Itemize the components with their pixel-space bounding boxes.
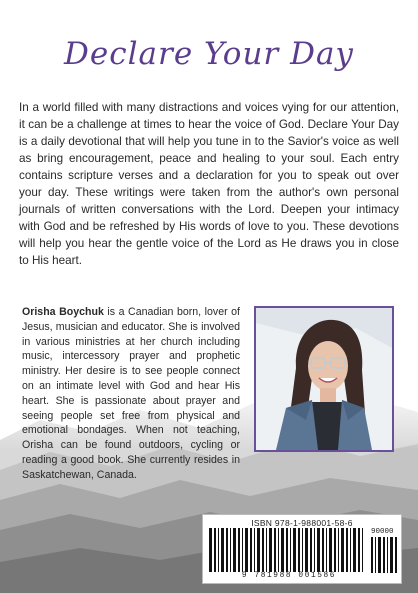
barcode-number: 9 781988 001586 (241, 572, 337, 580)
author-photo (254, 306, 394, 452)
barcode-bar (310, 528, 312, 572)
barcode-bar (353, 528, 356, 572)
book-description: In a world filled with many distractions and voices vying for our attention, it can be a challenge at times to hear the voice of God. Declare Your Day is a daily devotional that will help you tune in to the Savior's voice as well as bring encouragement, peace and healing to your soul. Each entry contains scripture verses and a declaration for you to speak out over your day. These writings were taken from the author's own personal journals of written conversations with the Lord. Deepen your intimacy with God and be refreshed by His words of love to you. These devotions will help you hear the gentle voice of the Lord as He draws you in close to His heart. (19, 101, 399, 267)
barcode-bar (262, 528, 264, 572)
barcode-bar (221, 528, 224, 572)
barcode-bar (238, 528, 240, 572)
barcode-bar (214, 528, 216, 572)
barcode-bar (378, 537, 381, 573)
barcode-bar (371, 537, 373, 573)
barcode-bar (390, 537, 393, 573)
barcode-bars (209, 528, 365, 572)
barcode-bar (302, 528, 303, 572)
barcode-bar (346, 528, 348, 572)
barcode-bar (314, 528, 315, 572)
barcode-bar (326, 528, 327, 572)
barcode-bar (334, 528, 336, 572)
barcode-bar (387, 537, 388, 573)
book-title: Declare Your Day (64, 36, 354, 72)
barcode-bar (375, 537, 376, 573)
author-bio-text: is a Canadian born, lover of Jesus, musician and educator. She is involved in various ministries at her church including music, intercessory prayer and prophetic ministry. Her desire is to see people connect on an intimate level with God and hear His heart. She is passionate about prayer and seeing people set free from physical and emotional bondages. When not teaching, Orisha can be found outdoors, cycling or reading a good book. She currently resides in Saskatchewan, Canada. (22, 306, 241, 481)
barcode-bar (233, 528, 236, 572)
barcode-bar (290, 528, 291, 572)
barcode-bar (350, 528, 351, 572)
barcode-bar (362, 528, 363, 572)
barcode-bar (226, 528, 228, 572)
barcode-bar (209, 528, 212, 572)
author-name: Orisha Boychuk (22, 306, 104, 318)
author-portrait-image (256, 308, 392, 450)
barcode-bar (383, 537, 385, 573)
barcode-bar (286, 528, 288, 572)
barcode-bar (250, 528, 252, 572)
barcode-bar (278, 528, 279, 572)
barcode-bar (257, 528, 260, 572)
barcode-bar (242, 528, 243, 572)
barcode-bar (298, 528, 300, 572)
barcode-bar (341, 528, 344, 572)
barcode-bar (305, 528, 308, 572)
barcode-bar (317, 528, 320, 572)
barcode-bar (358, 528, 360, 572)
barcode-bar (230, 528, 231, 572)
barcode-bar (274, 528, 276, 572)
barcode-bar (218, 528, 219, 572)
barcode-bar (395, 537, 397, 573)
barcode-bar (266, 528, 267, 572)
barcode-bar (338, 528, 339, 572)
price-code: 90000 (371, 528, 394, 536)
barcode-bar (245, 528, 248, 572)
addon-barcode-bars (371, 537, 397, 573)
barcode-bar (281, 528, 284, 572)
barcode-bar (254, 528, 255, 572)
barcode-area (202, 514, 402, 584)
barcode-bar (329, 528, 332, 572)
barcode-bar (322, 528, 324, 572)
isbn-text: ISBN 978-1-988001-58-6 (251, 518, 353, 528)
barcode-bar (269, 528, 272, 572)
author-bio (22, 305, 240, 483)
barcode-bar (293, 528, 296, 572)
